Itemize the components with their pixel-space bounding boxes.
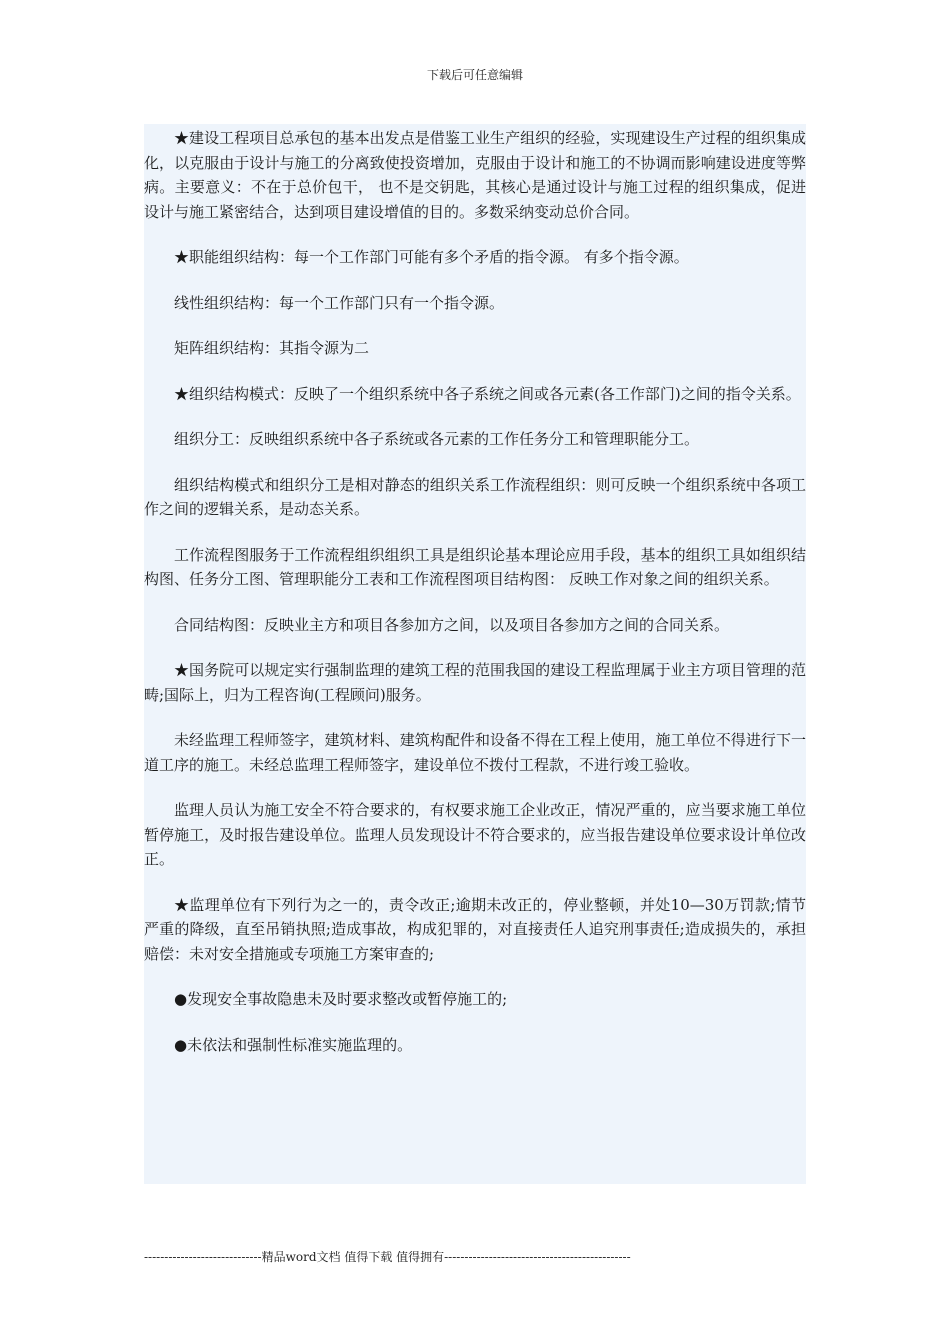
- paragraph: 工作流程图服务于工作流程组织组织工具是组织论基本理论应用手段，基本的组织工具如组织结构图、任务分工图、管理职能分工表和工作流程图项目结构图： 反映工作对象之间的组织关系。: [144, 545, 806, 588]
- paragraph: ★职能组织结构：每一个工作部门可能有多个矛盾的指令源。 有多个指令源。: [174, 248, 689, 266]
- paragraph: ★监理单位有下列行为之一的，责令改正;逾期未改正的，停业整顿，并处10—30万罚款;情节严重的降级，直至吊销执照;造成事故，构成犯罪的，对直接责任人追究刑事责任;造成损失的，承担赔偿：未对安全措施或专项施工方案审查的;: [144, 895, 806, 963]
- footer-note: -----------------------------精品word文档 值得下载 值得拥有----------------------------------------------: [144, 1250, 631, 1264]
- document-body: [144, 124, 806, 1184]
- header-note: 下载后可任意编辑: [426, 68, 523, 82]
- paragraph: ★建设工程项目总承包的基本出发点是借鉴工业生产组织的经验，实现建设生产过程的组织集成化，以克服由于设计与施工的分离致使投资增加，克服由于设计和施工的不协调而影响建设进度等弊病。主要意义：不在于总价包干， 也不是交钥匙，其核心是通过设计与施工过程的组织集成，促进设计与施工紧密结合，达到项目建设增值的目的。多数采纳变动总价合同。: [144, 129, 806, 221]
- paragraph: 合同结构图：反映业主方和项目各参加方之间，以及项目各参加方之间的合同关系。: [174, 615, 730, 634]
- paragraph: ●发现安全事故隐患未及时要求整改或暂停施工的;: [174, 990, 508, 1008]
- paragraph: 线性组织结构：每一个工作部门只有一个指令源。: [174, 293, 505, 312]
- paragraph: 组织结构模式和组织分工是相对静态的组织关系工作流程组织：则可反映一个组织系统中各项工作之间的逻辑关系，是动态关系。: [144, 475, 806, 518]
- paragraph: 矩阵组织结构：其指令源为二: [174, 339, 370, 357]
- paragraph: 组织分工：反映组织系统中各子系统或各元素的工作任务分工和管理职能分工。: [174, 430, 700, 448]
- paragraph: ●未依法和强制性标准实施监理的。: [174, 1035, 413, 1054]
- paragraph: ★组织结构模式：反映了一个组织系统中各子系统之间或各元素(各工作部门)之间的指令关系。: [174, 384, 801, 403]
- paragraph: 监理人员认为施工安全不符合要求的，有权要求施工企业改正，情况严重的，应当要求施工单位暂停施工，及时报告建设单位。监理人员发现设计不符合要求的，应当报告建设单位要求设计单位改正。: [144, 801, 806, 868]
- paragraph: ★国务院可以规定实行强制监理的建筑工程的范围我国的建设工程监理属于业主方项目管理的范畴;国际上，归为工程咨询(工程顾问)服务。: [144, 661, 806, 704]
- paragraph: 未经监理工程师签字，建筑材料、建筑构配件和设备不得在工程上使用，施工单位不得进行下一道工序的施工。未经总监理工程师签字，建设单位不拨付工程款，不进行竣工验收。: [144, 731, 806, 774]
